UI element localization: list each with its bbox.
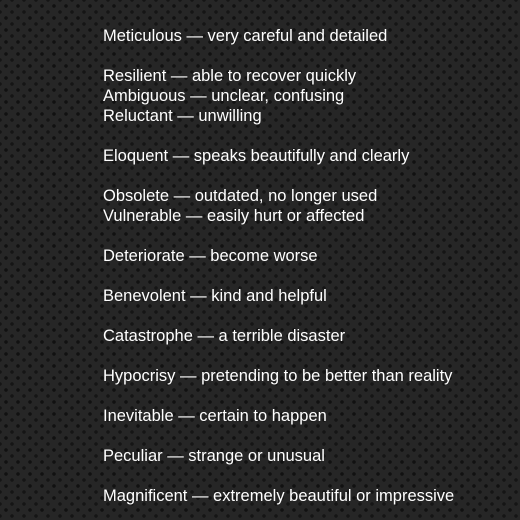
word-group [103,326,454,346]
word-entry-inevitable: Inevitable — certain to happen [103,407,327,425]
word-group [103,246,454,266]
word-entry-ambiguous: Ambiguous — unclear, confusing [103,87,345,105]
vocabulary-list [103,26,454,506]
word-group [103,186,454,226]
word-entry-meticulous: Meticulous — very careful and detailed [103,27,388,45]
word-group [103,366,454,386]
word-entry-peculiar: Peculiar — strange or unusual [103,447,325,465]
word-group [103,446,454,466]
word-entry-eloquent: Eloquent — speaks beautifully and clearly [103,147,410,165]
word-entry-reluctant: Reluctant — unwilling [103,107,262,125]
word-entry-hypocrisy: Hypocrisy — pretending to be better than reality [103,367,453,385]
word-entry-catastrophe: Catastrophe — a terrible disaster [103,327,346,345]
word-group [103,66,454,126]
word-entry-deteriorate: Deteriorate — become worse [103,247,318,265]
word-group [103,26,454,46]
word-group [103,286,454,306]
word-group [103,406,454,426]
word-entry-resilient: Resilient — able to recover quickly [103,67,357,85]
word-entry-benevolent: Benevolent — kind and helpful [103,287,327,305]
word-group [103,146,454,166]
word-group [103,486,454,506]
word-entry-obsolete: Obsolete — outdated, no longer used [103,187,378,205]
word-entry-magnificent: Magnificent — extremely beautiful or impressive [103,487,455,505]
word-entry-vulnerable: Vulnerable — easily hurt or affected [103,207,365,225]
